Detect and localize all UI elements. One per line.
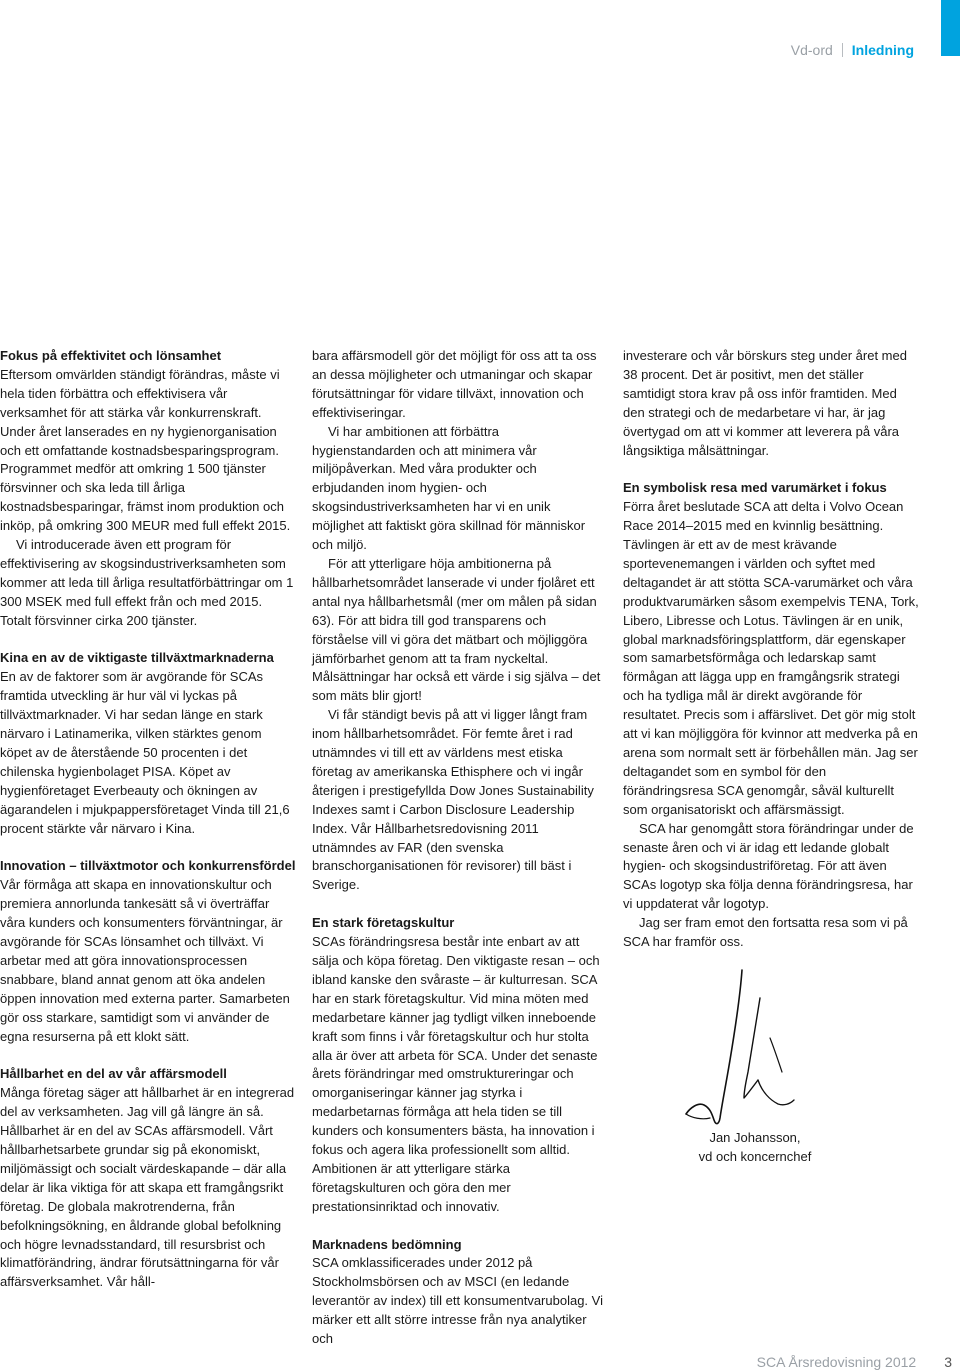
text-column-2 — [312, 347, 604, 1349]
paragraph: SCA omklassificerades under 2012 på Stockholmsbörsen och av MSCI (en ledande leverantör av index) till ett konsumentvarubolag. Vi märker ett allt större intresse från nya analytiker och — [312, 1255, 603, 1347]
paragraph: Jag ser fram emot den fortsatta resa som vi på SCA har framför oss. — [623, 915, 908, 950]
text-column-1 — [0, 347, 296, 1292]
signatory-name: Jan Johansson, — [709, 1130, 801, 1145]
paragraph: investerare och vår börskurs steg under året med 38 procent. Det är positivt, men det ställer samtidigt stora krav på oss inför framtiden. Med den strategi och de medarbetare vi har, är jag övertygad om att vi kommer att leverera på våra långsiktiga målsättningar. — [623, 348, 907, 458]
handwritten-signature — [680, 968, 800, 1140]
page-number: 3 — [944, 1354, 952, 1370]
section-breadcrumb — [791, 42, 914, 58]
breadcrumb-divider — [842, 43, 843, 57]
text-column-3 — [623, 347, 919, 952]
paragraph: Vi får ständigt bevis på att vi ligger långt fram inom hållbarhetsområdet. För femte året i rad utnämndes vi till ett av världens mest etiska företag av amerikanska Ethisphere och vi ingår återigen i prestigefyllda Dow Jones Sustainability Indexes samt i Carbon Disclosure Leadership Index. Vår Hållbarhetsredovisning 2011 utnämndes av FAR (den svenska branschorganisationen för revisorer) till bäst i Sverige. — [312, 707, 594, 893]
heading-hallbarhet: Hållbarhet en del av vår affärsmodell — [0, 1066, 227, 1082]
paragraph: SCAs förändringsresa består inte enbart av att sälja och köpa företag. Den viktigaste resan – och ibland kanske den svåraste – är kulturresan. SCA har en stark företagskultur. Vid mina möten med medarbetare känner jag tydligt vilken inneboende kraft som finns i vår företagskultur och hur stolta alla är över att arbeta för SCA. Under det senaste årets förändringar med omstruktureringar och omorganiseringar känner jag styrka i medarbetarnas förmåga att hela tiden se till kunders och konsumenters bästa, ha innovation i fokus och agera lika professionellt som alltid. Ambitionen är att ytterligare stärka företagskulturen och göra den mer prestationsinriktad och innovativ. — [312, 934, 600, 1214]
heading-innovation: Innovation – tillväxtmotor och konkurrensfördel — [0, 858, 296, 874]
paragraph: Förra året beslutade SCA att delta i Volvo Ocean Race 2014–2015 med en kvinnlig besättning. Tävlingen är ett av de mest krävande sportevenemangen i världen och syftet med deltagandet är att stötta SCA-varumärket och våra produktvarumärken såsom exempelvis TENA, Tork, Libero, Libresse och Lotus. Tävlingen är en unik, global marknadsföringsplattform, där egenskaper som samarbetsförmåga och ledarskap samt förmågan att lägga upp en framgångsrik strategi och ha tydliga mål är direkt avgörande för resultatet. Precis som i affärslivet. Det gör mig stolt att vi kan möjliggöra för kvinnor att medverka på en arena som normalt sett är förbehållen män. Jag ser deltagandet som en symbol för den förändringsresa SCA genomgår, såväl kulturellt som organisatoriskt och affärsmässigt. — [623, 499, 919, 817]
page-footer — [757, 1354, 952, 1370]
paragraph: SCA har genomgått stora förändringar under de senaste åren och vi är idag ett ledande globalt hygien- och skogsindustriföretag. För att även SCAs logotyp ska följa denna förändringsresa, har vi uppdaterat vår logotyp. — [623, 820, 914, 912]
breadcrumb-section[interactable]: Vd-ord — [790, 42, 833, 58]
paragraph: Vi introducerade även ett program för effektivisering av skogsindustriverksamheten som kommer att leda till årliga resultatförbättringar om 1 300 MSEK med full effekt från och med 2015. Totalt försvinner cirka 200 tjänster. — [0, 537, 294, 628]
signatory — [690, 1129, 820, 1167]
paragraph: Vi har ambitionen att förbättra hygienstandarden och att minimera vår miljöpåverkan. Med våra produkter och erbjudanden inom hygien- och skogsindustriverksamheten har vi en unik möjlighet att faktiskt göra skillnad för människor och miljö. — [312, 423, 586, 553]
paragraph: Eftersom omvärlden ständigt förändras, måste vi hela tiden förbättra och effektivisera vår verksamhet för att stärka vår konkurrenskraft. Under året lanserades en ny hygienorganisation och ett omfattande kostnadsbesparingsprogram. Programmet medför att omkring 1 500 tjänster försvinner och ska leda till årliga kostnadsbesparingar, främst inom produktion och inköp, på omkring 300 MEUR med full effekt 2015. — [0, 366, 291, 534]
accent-tab — [941, 0, 960, 56]
breadcrumb-active[interactable]: Inledning — [851, 42, 914, 58]
heading-kina: Kina en av de viktigaste tillväxtmarknaderna — [0, 650, 274, 666]
paragraph: Många företag säger att hållbarhet är en integrerad del av verksamheten. Jag vill gå längre än så. Hållbarhet är en del av SCAs affärsmodell. Vårt hållbarhetsarbete grundar sig på ekonomiskt, miljömässigt och socialt värdeskapande – där alla delar är lika viktiga för att skapa ett framgångsrikt företag. De globala makrotrenderna, från befolkningsökning, en åldrande global befolkning och högre levnadsstandard, till resursbrist och klimatförändring, ändrar förutsättningarna för vår affärsverksamhet. Vår håll- — [0, 1085, 295, 1290]
report-title: SCA Årsredovisning 2012 — [756, 1354, 917, 1370]
paragraph: En av de faktorer som är avgörande för SCAs framtida utveckling är hur väl vi lyckas på tillväxtmarknader. Vi har sedan länge en stark närvaro i Latinamerika, vilken stärktes genom köpet av de återstående 50 procenten i det chilenska hygienbolaget PISA. Köpet av hygienföretaget Everbeauty och ökningen av ägarandelen i mjukpappersföretaget Vinda till 21,6 procent stärkte vår närvaro i Kina. — [0, 669, 290, 836]
paragraph: För att ytterligare höja ambitionerna på hållbarhetsområdet lanserade vi under fjolåret ett antal nya hållbarhetsmål (mer om målen på sidan 63). För att bidra till god transparens och förståelse vill vi göra det mätbart och möjliggöra jämförbarhet genom att ta fram nyckeltal. Målsättningar har också ett värde i sig själva – det som mäts blir gjort! — [312, 555, 601, 704]
signatory-title: vd och koncernchef — [698, 1148, 812, 1164]
heading-symbolisk-resa: En symbolisk resa med varumärket i fokus — [623, 480, 887, 496]
paragraph: bara affärsmodell gör det möjligt för oss att ta oss an dessa möjligheter och utmaningar och skapar förutsättningar för vidare tillväxt, innovation och effektiviseringar. — [312, 348, 597, 420]
heading-fokus: Fokus på effektivitet och lönsamhet — [0, 348, 222, 363]
heading-foretagskultur: En stark företagskultur — [312, 915, 455, 931]
heading-marknadens-bedomning: Marknadens bedömning — [312, 1236, 462, 1252]
paragraph: Vår förmåga att skapa en innovationskultur och premiera annorlunda tankesätt så vi överträffar våra kunders och konsumenters förväntningar, är avgörande för SCAs lönsamhet och tillväxt. Vi arbetar med att göra innovationsprocessen snabbare, bland annat genom att öka andelen öppen innovation med externa parter. Samarbeten gör oss starkare, samtidigt som vi använder de egna resurserna på ett klokt sätt. — [0, 877, 290, 1044]
